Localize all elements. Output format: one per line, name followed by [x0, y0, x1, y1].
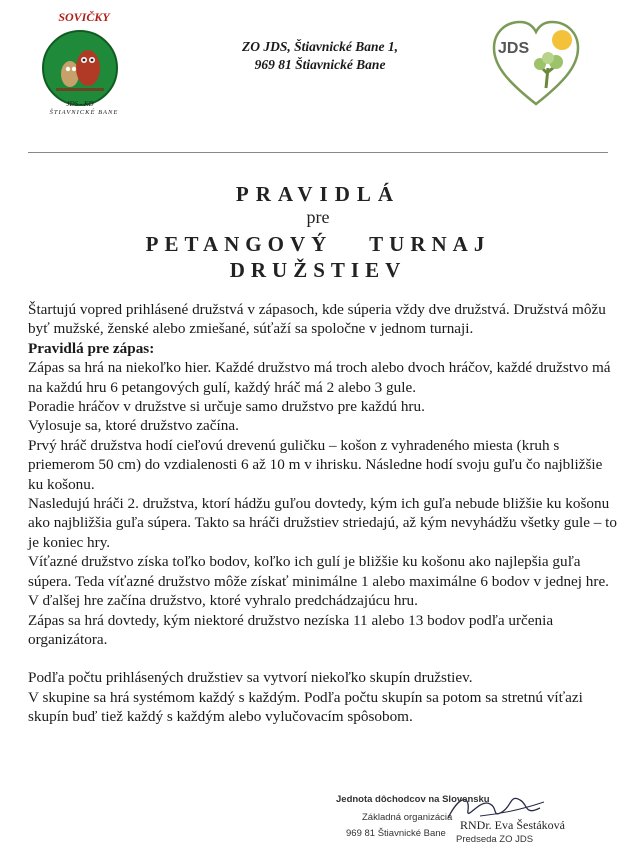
rule-item: Nasledujú hráči 2. družstva, ktorí hádžu guľou dovtedy, kým ich guľa nebude bližšie ku košonu ako najbližšia guľa súpera. Takto sa hráči družstiev striedajú, až kým nevyhádžu všetky gule – to je koniec hry. [28, 495, 617, 551]
owl-club-logo-icon [34, 10, 134, 120]
stamp-line-1: Jednota dôchodcov na Slovensku [336, 794, 490, 805]
logo-top-text: SOVIČKY [58, 10, 110, 24]
rule-item: Poradie hráčov v družstve si určuje samo družstvo pre každú hru. [28, 398, 425, 416]
rules-heading: Pravidlá pre zápas: [28, 339, 155, 357]
rule-item: Zápas sa hrá dovtedy, kým niektoré družstvo nezíska 11 alebo 13 bodov podľa určenia organizátora. [28, 611, 554, 648]
groups-paragraph-2: V skupine sa hrá systémom každý s každým. Podľa počtu skupín sa potom sa stretnú víťazi skupín buď tiež každý s každým alebo vylučovacím spôsobom. [28, 688, 583, 726]
title-line-2: pre [306, 207, 330, 227]
logo-bottom-text-1: JDS - KD [66, 100, 94, 108]
stamp-line-3: 969 81 Štiavnické Bane [346, 828, 446, 839]
stamp-line-2: Základná organizácia [362, 812, 453, 823]
title-line-1: PRAVIDLÁ [235, 182, 401, 206]
jds-heart-tree-logo-icon [488, 18, 584, 110]
rule-item: V ďalšej hre začína družstvo, ktoré vyhralo predchádzajúcu hru. [28, 592, 418, 610]
rules-body [28, 300, 618, 727]
address-line-1: ZO JDS, Štiavnické Bane 1, [241, 39, 398, 54]
signatory-name: RNDr. Eva Šestáková [460, 818, 565, 832]
signature-block [330, 788, 620, 850]
address-line-2: 969 81 Štiavnické Bane [254, 57, 386, 72]
groups-paragraph-1: Podľa počtu prihlásených družstiev sa vytvorí niekoľko skupín družstiev. [28, 669, 473, 687]
title-line-3: PETANGOVÝ TURNAJ [145, 232, 491, 256]
signatory-role: Predseda ZO JDS [456, 834, 534, 845]
logo-bottom-text-2: ŠTIAVNICKÉ BANE [49, 109, 119, 116]
header-address [205, 38, 435, 74]
logo-right-text: JDS [498, 40, 530, 57]
title-line-4: DRUŽSTIEV [229, 258, 407, 282]
header-divider [28, 152, 608, 153]
rule-item: Prvý hráč družstva hodí cieľovú drevenú guličku – košon z vyhradeného miesta (kruh s priemerom 50 cm) do vzdialenosti 6 až 10 m v ihrisku. Následne hodí svoju guľu čo najbližšie ku košonu. [28, 436, 603, 493]
rule-item: Zápas sa hrá na niekoľko hier. Každé družstvo má troch alebo dvoch hráčov, každé družstvo má na každú hru 6 petangových gulí, každý hráč má 2 alebo 3 gule. [28, 359, 611, 396]
rule-item: Vylosuje sa, ktoré družstvo začína. [28, 417, 239, 435]
intro-paragraph: Štartujú vopred prihlásené družstvá v zápasoch, kde súperia vždy dve družstvá. Družstvá môžu byť mužské, ženské alebo zmiešané, súťaží sa spoločne v jednom turnaji. [28, 301, 606, 338]
rule-item: Víťazné družstvo získa toľko bodov, koľko ich gulí je bližšie ku košonu ako najlepšia guľa súpera. Teda víťazné družstvo môže získať minimálne 1 alebo maximálne 6 bodov v jednej hre. [28, 553, 609, 590]
paragraph-spacer [28, 649, 618, 668]
